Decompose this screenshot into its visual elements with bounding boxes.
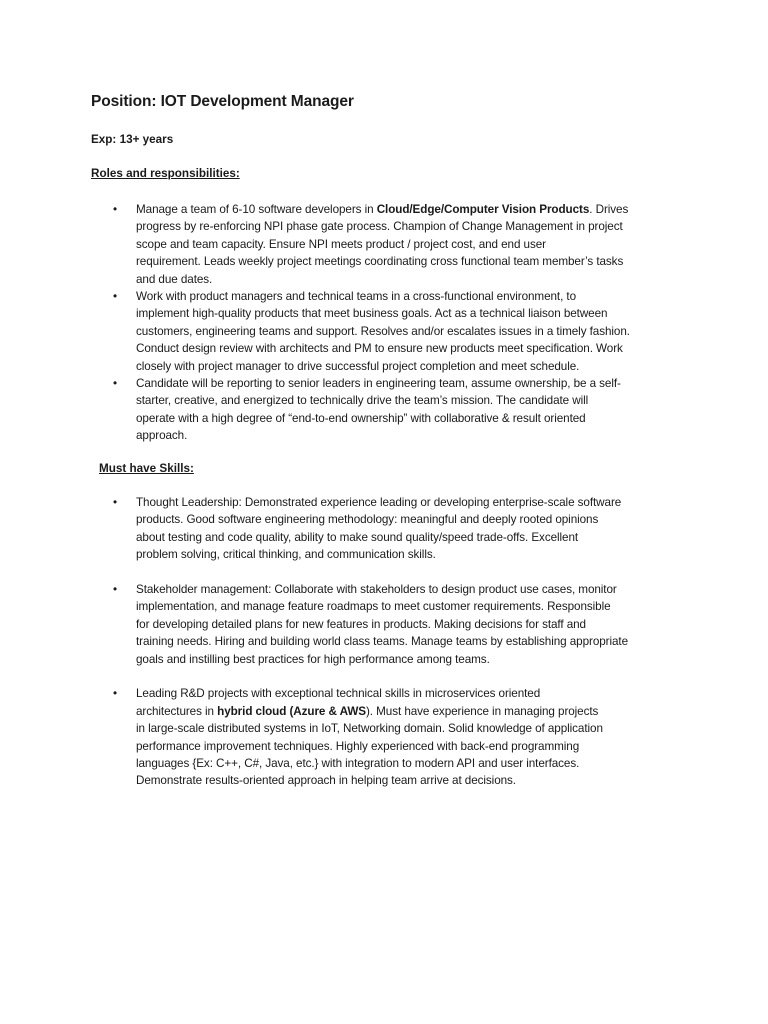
bullet-icon: •	[113, 583, 118, 597]
text-line: architectures in hybrid cloud (Azure & AWS). Must have experience in managing projects	[136, 704, 599, 718]
list-item	[0, 375, 681, 445]
bold-emphasis: hybrid cloud (Azure & AWS	[217, 704, 366, 718]
skills-list	[0, 494, 768, 807]
text-line: scope and team capacity. Ensure NPI meets product / project cost, and end user	[136, 237, 546, 251]
roles-heading: Roles and responsibilities:	[91, 167, 240, 180]
bullet-icon: •	[113, 290, 118, 304]
text-line: operate with a high degree of “end-to-end ownership” with collaborative & result oriented	[136, 411, 586, 425]
roles-list	[0, 201, 768, 445]
text-line: approach.	[136, 429, 188, 443]
bold-emphasis: Cloud/Edge/Computer Vision Products	[376, 203, 590, 216]
text-line: problem solving, critical thinking, and communication skills.	[136, 548, 436, 562]
text-line: training needs. Hiring and building world class teams. Manage teams by establishing appropriate	[136, 635, 628, 649]
bullet-icon: •	[113, 203, 118, 216]
list-item	[0, 288, 681, 375]
text-line: customers, engineering teams and support. Resolves and/or escalates issues in a timely fashion.	[136, 324, 630, 338]
text-line: requirement. Leads weekly project meetings coordinating cross functional team member’s tasks	[136, 255, 624, 269]
text-line: Conduct design review with architects and PM to ensure new products meet specification. Work	[136, 342, 623, 356]
text-line: starter, creative, and energized to technically drive the team’s mission. The candidate will	[136, 394, 589, 408]
bullet-icon: •	[113, 496, 118, 509]
text-line: in large-scale distributed systems in IoT, Networking domain. Solid knowledge of application	[136, 722, 603, 736]
text-line: Thought Leadership: Demonstrated experience leading or developing enterprise-scale software	[136, 496, 622, 509]
position-title: Position: IOT Development Manager	[91, 93, 354, 110]
text-line: closely with project manager to drive successful project completion and meet schedule.	[136, 359, 580, 373]
bullet-icon: •	[113, 687, 118, 701]
list-item	[0, 581, 681, 668]
text-line: languages {Ex: C++, C#, Java, etc.} with integration to modern API and user interfaces.	[136, 757, 580, 771]
text-line: progress by re-enforcing NPI phase gate process. Champion of Change Management in project	[136, 220, 623, 234]
skills-heading: Must have Skills:	[99, 462, 194, 475]
text-line: goals and instilling best practices for high performance among teams.	[136, 652, 490, 666]
text-line: Demonstrate results-oriented approach in helping team arrive at decisions.	[136, 774, 516, 788]
list-item	[0, 494, 681, 564]
text-line: products. Good software engineering methodology: meaningful and deeply rooted opinions	[136, 513, 599, 527]
text-line: about testing and code quality, ability to make sound quality/speed trade-offs. Excellent	[136, 530, 579, 544]
bullet-icon: •	[113, 377, 118, 391]
text-line: Candidate will be reporting to senior leaders in engineering team, assume ownership, be a self-	[136, 377, 621, 391]
text-line: Leading R&D projects with exceptional technical skills in microservices oriented	[136, 687, 541, 701]
text-line: Stakeholder management: Collaborate with stakeholders to design product use cases, monitor	[136, 583, 617, 597]
text-line: Work with product managers and technical teams in a cross-functional environment, to	[136, 290, 577, 304]
list-item	[0, 201, 681, 288]
text-line: for developing detailed plans for new features in products. Making decisions for staff and	[136, 617, 586, 631]
text-line: implementation, and manage feature roadmaps to meet customer requirements. Responsible	[136, 600, 611, 614]
text-line: Manage a team of 6-10 software developers in Cloud/Edge/Computer Vision Products. Drives	[136, 203, 629, 216]
text-line: implement high-quality products that meet business goals. Act as a technical liaison between	[136, 307, 608, 321]
list-item	[0, 685, 681, 789]
text-line: performance improvement techniques. Highly experienced with back-end programming	[136, 739, 580, 753]
text-line: and due dates.	[136, 272, 213, 286]
experience-requirement: Exp: 13+ years	[91, 133, 174, 146]
